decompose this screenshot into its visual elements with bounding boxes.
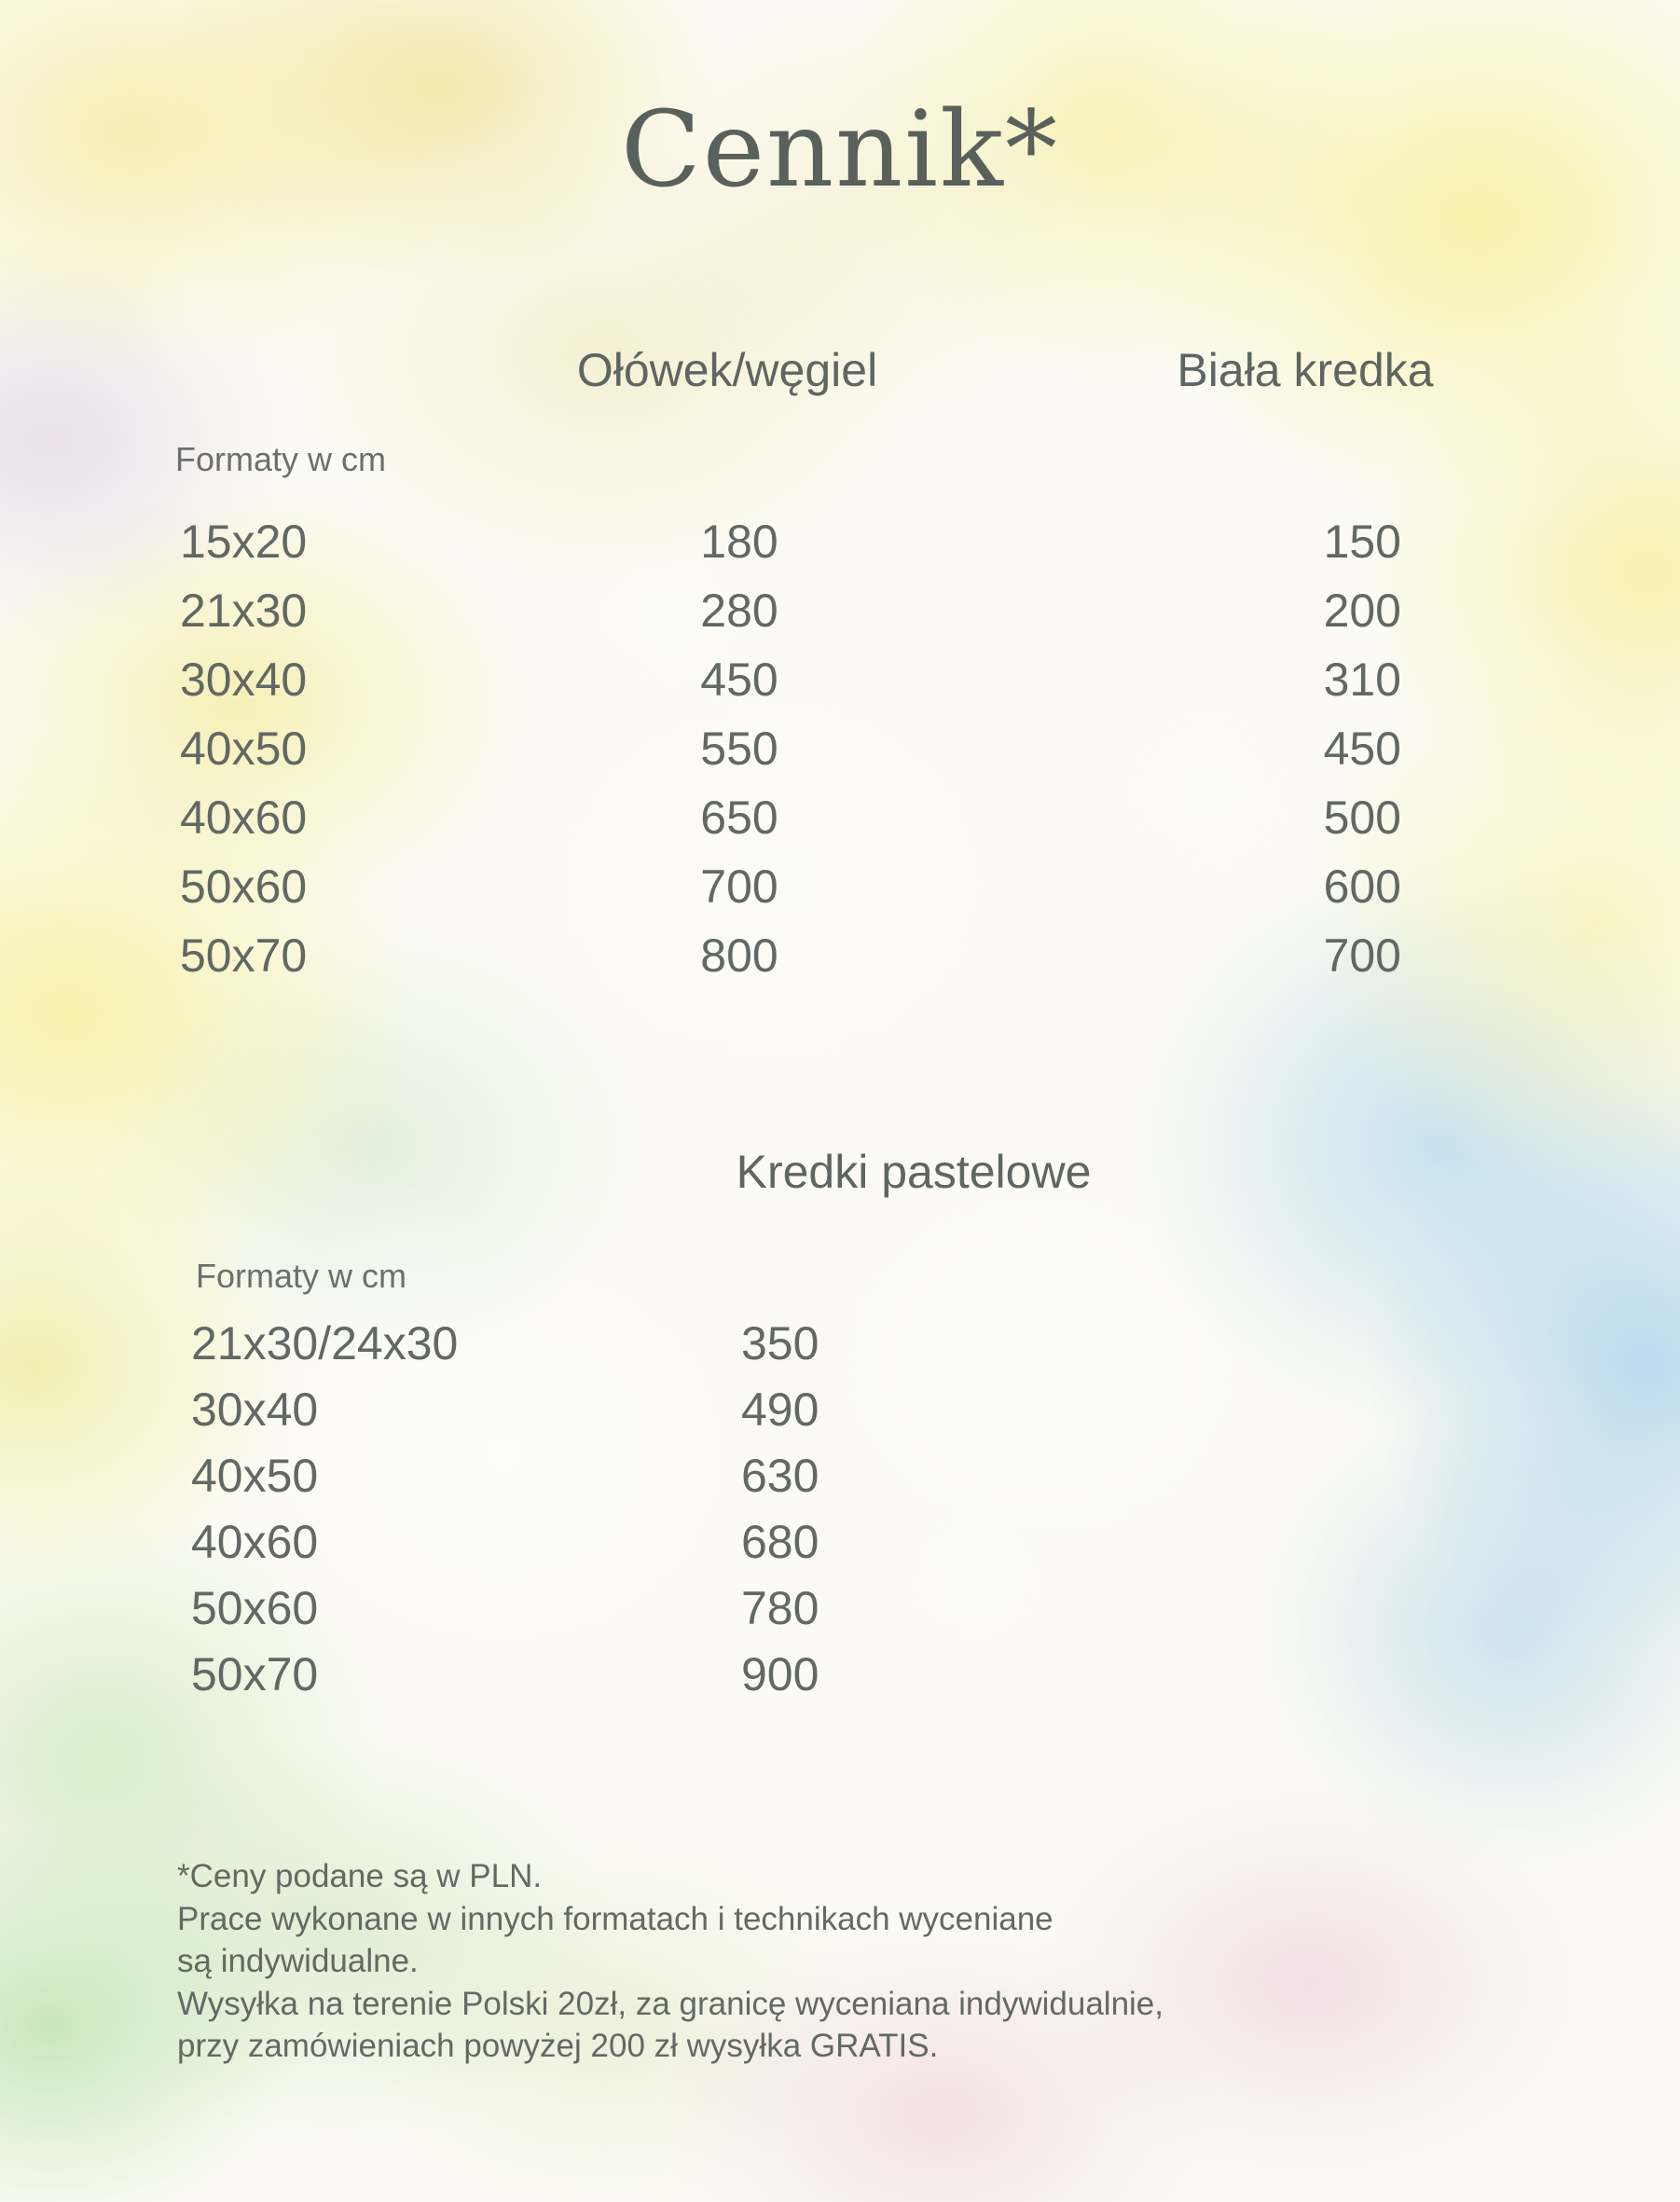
cell-pastel-price: 680 <box>741 1516 819 1568</box>
cell-white-pencil-price: 200 <box>1323 585 1401 637</box>
cell-size: 50x60 <box>191 1582 319 1634</box>
table-row <box>172 791 1403 860</box>
page-title: Cennik* <box>621 89 1059 211</box>
cell-size: 30x40 <box>180 654 308 706</box>
cell-pastel-price: 780 <box>741 1582 819 1634</box>
cell-size: 40x50 <box>180 723 308 775</box>
table-row <box>172 929 1403 998</box>
table-row <box>172 584 1403 653</box>
cell-pencil-price: 650 <box>700 791 778 844</box>
cell-pencil-price: 700 <box>700 860 778 913</box>
price-table-section-2 <box>191 1316 1123 1713</box>
column-heading-pencil: Ołówek/węgiel <box>576 344 878 396</box>
footnotes <box>177 1855 1576 2068</box>
footnote-line: są indywidualne. <box>177 1943 419 1979</box>
cell-pastel-price: 490 <box>741 1383 819 1436</box>
cell-white-pencil-price: 310 <box>1323 654 1401 706</box>
cell-pencil-price: 450 <box>700 654 778 706</box>
cell-white-pencil-price: 700 <box>1323 929 1401 982</box>
table-row <box>172 515 1403 584</box>
cell-size: 21x30/24x30 <box>191 1317 459 1369</box>
footnote-line: Wysyłka na terenie Polski 20zł, za granicę wyceniana indywidualnie, <box>177 1985 1164 2022</box>
cell-white-pencil-price: 500 <box>1323 791 1401 844</box>
cell-white-pencil-price: 600 <box>1323 860 1401 913</box>
cell-size: 40x60 <box>191 1516 319 1568</box>
formats-label-section-2: Formaty w cm <box>196 1257 407 1295</box>
price-table-section-1 <box>172 515 1403 998</box>
cell-pastel-price: 630 <box>741 1450 819 1502</box>
table-row <box>191 1515 1123 1581</box>
column-heading-white-pencil: Biała kredka <box>1177 344 1434 396</box>
cell-size: 30x40 <box>191 1383 319 1436</box>
cell-size: 50x60 <box>180 860 308 913</box>
cell-size: 15x20 <box>180 516 308 568</box>
table-row <box>172 860 1403 929</box>
cell-size: 40x60 <box>180 791 308 844</box>
cell-pastel-price: 350 <box>741 1317 819 1369</box>
cell-white-pencil-price: 450 <box>1323 723 1401 775</box>
table-row <box>172 722 1403 791</box>
cell-pencil-price: 800 <box>700 929 778 982</box>
table-row <box>191 1383 1123 1449</box>
footnote-line: *Ceny podane są w PLN. <box>177 1858 543 1894</box>
cell-size: 50x70 <box>191 1648 319 1700</box>
table-row <box>191 1449 1123 1515</box>
formats-label-section-1: Formaty w cm <box>175 440 387 478</box>
cell-pencil-price: 180 <box>700 516 778 568</box>
cell-size: 21x30 <box>180 585 308 637</box>
cell-size: 40x50 <box>191 1450 319 1502</box>
footnote-line: przy zamówieniach powyżej 200 zł wysyłka GRATIS. <box>177 2028 939 2064</box>
cell-size: 50x70 <box>180 929 308 982</box>
cell-pencil-price: 550 <box>700 723 778 775</box>
cell-white-pencil-price: 150 <box>1323 516 1401 568</box>
cell-pencil-price: 280 <box>700 585 778 637</box>
footnote-line: Prace wykonane w innych formatach i technikach wyceniane <box>177 1900 1053 1937</box>
table-row <box>191 1581 1123 1647</box>
table-row <box>191 1647 1123 1713</box>
table-row <box>191 1316 1123 1383</box>
table-row <box>172 653 1403 722</box>
section-heading-pastel: Kredki pastelowe <box>736 1146 1092 1198</box>
cell-pastel-price: 900 <box>741 1648 819 1700</box>
